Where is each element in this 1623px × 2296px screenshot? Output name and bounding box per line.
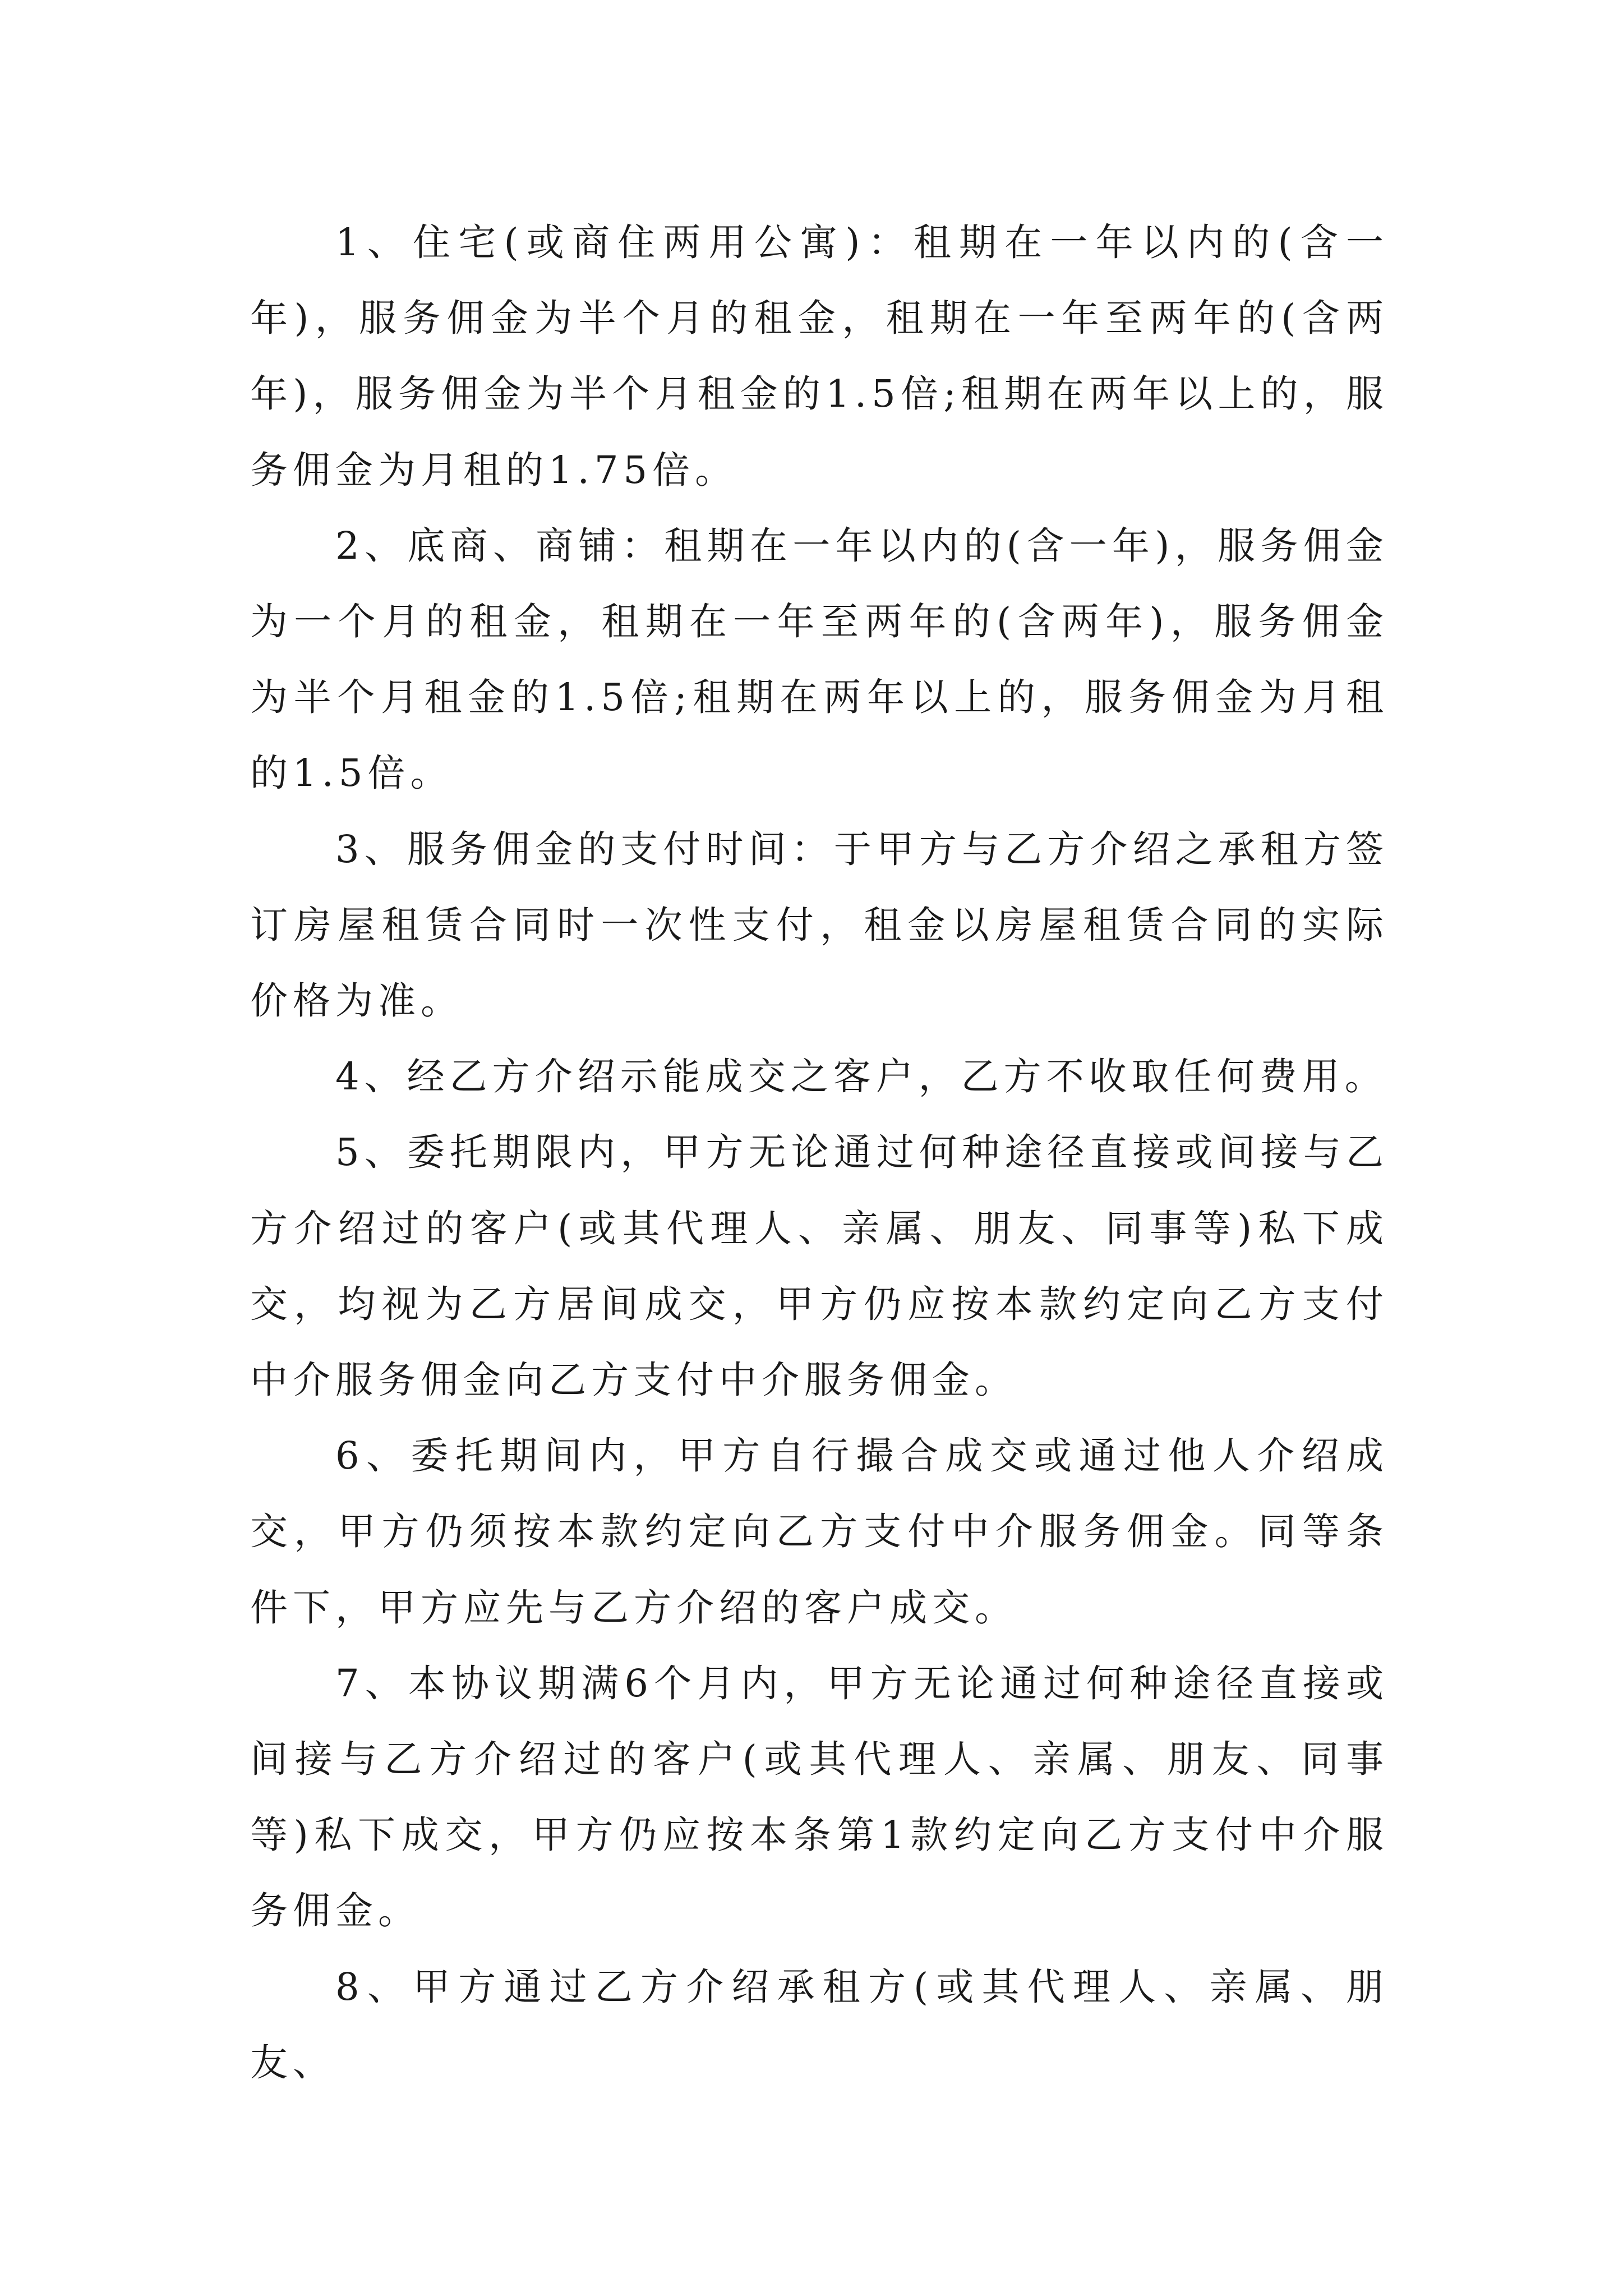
- document-body: [250, 205, 1389, 2101]
- clause-paragraph-5: 5、委托期限内，甲方无论通过何种途径直接或间接与乙方介绍过的客户(或其代理人、亲属、朋友、同事等)私下成交，均视为乙方居间成交，甲方仍应按本款约定向乙方支付中介服务佣金向乙方支付中介服务佣金。: [250, 1130, 1389, 1402]
- clause-paragraph-3: 3、服务佣金的支付时间：于甲方与乙方介绍之承租方签订房屋租赁合同时一次性支付，租金以房屋租赁合同的实际价格为准。: [250, 827, 1389, 1023]
- clause-paragraph-1: 1、住宅(或商住两用公寓)：租期在一年以内的(含一年)，服务佣金为半个月的租金，租期在一年至两年的(含两年)，服务佣金为半个月租金的1.5倍;租期在两年以上的，服务佣金为月租的1.75倍。: [250, 220, 1389, 492]
- clause-paragraph-6: 6、委托期间内，甲方自行撮合成交或通过他人介绍成交，甲方仍须按本款约定向乙方支付中介服务佣金。同等条件下，甲方应先与乙方介绍的客户成交。: [250, 1434, 1389, 1630]
- clause-paragraph-4: 4、经乙方介绍示能成交之客户，乙方不收取任何费用。: [335, 1055, 1387, 1099]
- clause-paragraph-8: 8、甲方通过乙方介绍承租方(或其代理人、亲属、朋友、: [250, 1964, 1389, 2085]
- clause-paragraph-2: 2、底商、商铺：租期在一年以内的(含一年)，服务佣金为一个月的租金，租期在一年至两年的(含两年)，服务佣金为半个月租金的1.5倍;租期在两年以上的，服务佣金为月租的1.5倍。: [250, 523, 1389, 795]
- clause-paragraph-7: 7、本协议期满6个月内，甲方无论通过何种途径直接或间接与乙方介绍过的客户(或其代理人、亲属、朋友、同事等)私下成交，甲方仍应按本条第1款约定向乙方支付中介服务佣金。: [250, 1661, 1389, 1933]
